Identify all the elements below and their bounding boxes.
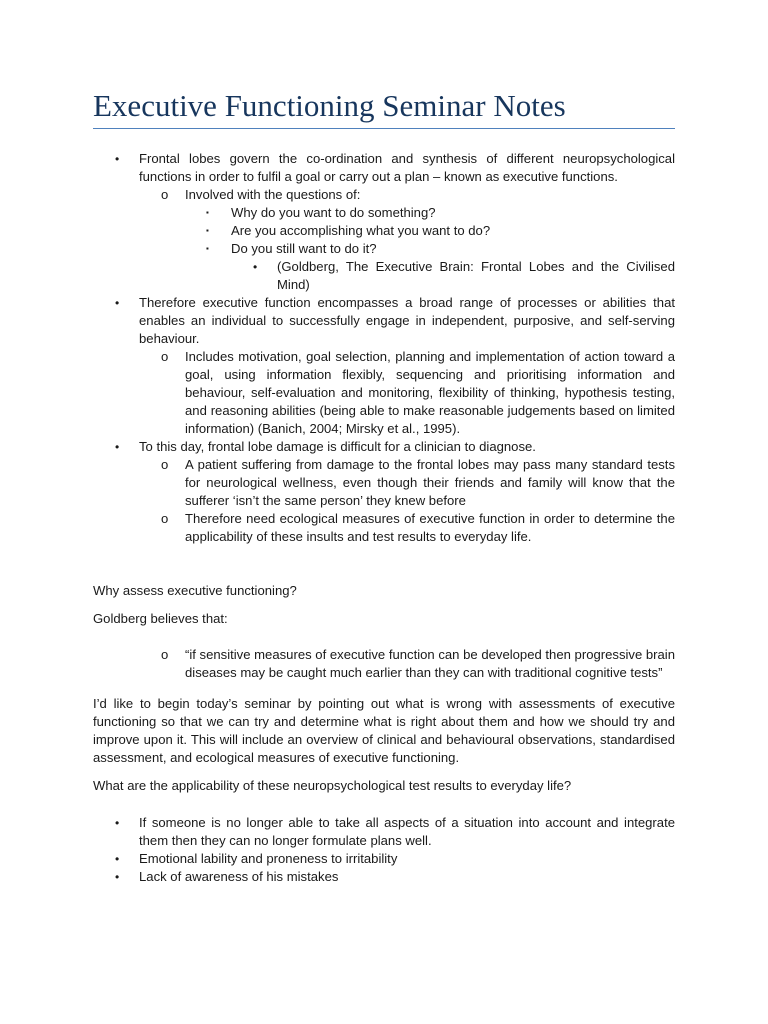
document-body [93,150,675,886]
list-item-text: Do you still want to do it? [231,241,377,256]
section-question: Why assess executive functioning? [93,583,297,598]
list-item-text: Therefore executive function encompasses a broad range of processes or abilities that enables an individual to successfully engage in independent, purposive, and self-serving behaviour. [139,295,675,346]
list-item-text: Frontal lobes govern the co-ordination and synthesis of different neuropsychological functions in order to fulfil a goal or carry out a plan – known as executive functions. [139,151,675,184]
circle-marker: o [161,457,169,472]
circle-marker: o [161,647,169,662]
list-item-text: Involved with the questions of: [185,187,361,202]
list-item [139,186,675,294]
list-item [93,438,675,546]
paragraph: What are the applicability of these neuropsychological test results to everyday life? [93,778,572,793]
sub-list [139,456,675,546]
list-item [185,222,675,240]
list-item-text: If someone is no longer able to take all aspects of a situation into account and integrate them then they can no longer formulate plans well. [139,815,675,848]
list-item-text: To this day, frontal lobe damage is difficult for a clinician to diagnose. [139,439,536,454]
circle-marker: o [161,511,169,526]
bullet-marker: • [115,440,120,454]
list-item [185,240,675,294]
list-item-text: Includes motivation, goal selection, planning and implementation of action toward a goal, using information flexibly, sequencing and prioritising information and behaviour, self-evaluation and monitoring, flexibility of thinking, hypothesis testing, and reasoning abilities (being able to make reasonable judgements based on limited information) (Banich, 2004; Mirsky et al., 1995). [185,349,675,436]
applicability-list [93,814,675,886]
page-title: Executive Functioning Seminar Notes [93,88,566,123]
list-item [139,348,675,438]
list-item-text: Why do you want to do something? [231,205,436,220]
sub-list [139,348,675,438]
bullet-marker: • [253,260,258,274]
bullet-marker: • [115,816,120,830]
quote-text: “if sensitive measures of executive function can be developed then progressive brain diseases may be caught much earlier than they can with traditional cognitive tests” [185,647,675,680]
list-item-text: Lack of awareness of his mistakes [139,869,339,884]
title-underline [93,128,675,129]
bullet-marker: • [115,870,120,884]
list-item-text: Emotional lability and proneness to irritability [139,851,398,866]
square-marker: ▪ [206,244,209,253]
bullet-marker: • [115,296,120,310]
list-item [93,814,675,850]
sub-list [139,186,675,294]
list-item [93,868,675,886]
circle-marker: o [161,349,169,364]
square-marker: ▪ [206,208,209,217]
list-item-text: A patient suffering from damage to the frontal lobes may pass many standard tests for neurological wellness, even though their friends and family will know that the sufferer ‘isn’t the same person’ they knew before [185,457,675,508]
list-item [139,646,675,682]
square-marker: ▪ [206,226,209,235]
list-item [93,294,675,438]
paragraph: Goldberg believes that: [93,611,228,626]
circle-marker: o [161,187,169,202]
list-item-text: Therefore need ecological measures of executive function in order to determine the applicability of these insults and test results to everyday life. [185,511,675,544]
list-item [139,456,675,510]
list-item-text: Are you accomplishing what you want to do? [231,223,491,238]
bullet-marker: • [115,152,120,166]
list-item [231,258,675,294]
main-bullet-list [93,150,675,546]
reference-list [231,258,675,294]
reference-text: (Goldberg, The Executive Brain: Frontal Lobes and the Civilised Mind) [277,259,675,292]
sub-sub-list [185,204,675,294]
quote-list [139,646,675,682]
bullet-marker: • [115,852,120,866]
list-item [185,204,675,222]
list-item [93,150,675,294]
list-item [139,510,675,546]
list-item [93,850,675,868]
paragraph: I’d like to begin today’s seminar by pointing out what is wrong with assessments of executive functioning so that we can try and determine what is right about them and how we should try and improve upon it. This will include an overview of clinical and behavioural observations, standardised assessment, and ecological measures of executive functioning. [93,696,675,765]
